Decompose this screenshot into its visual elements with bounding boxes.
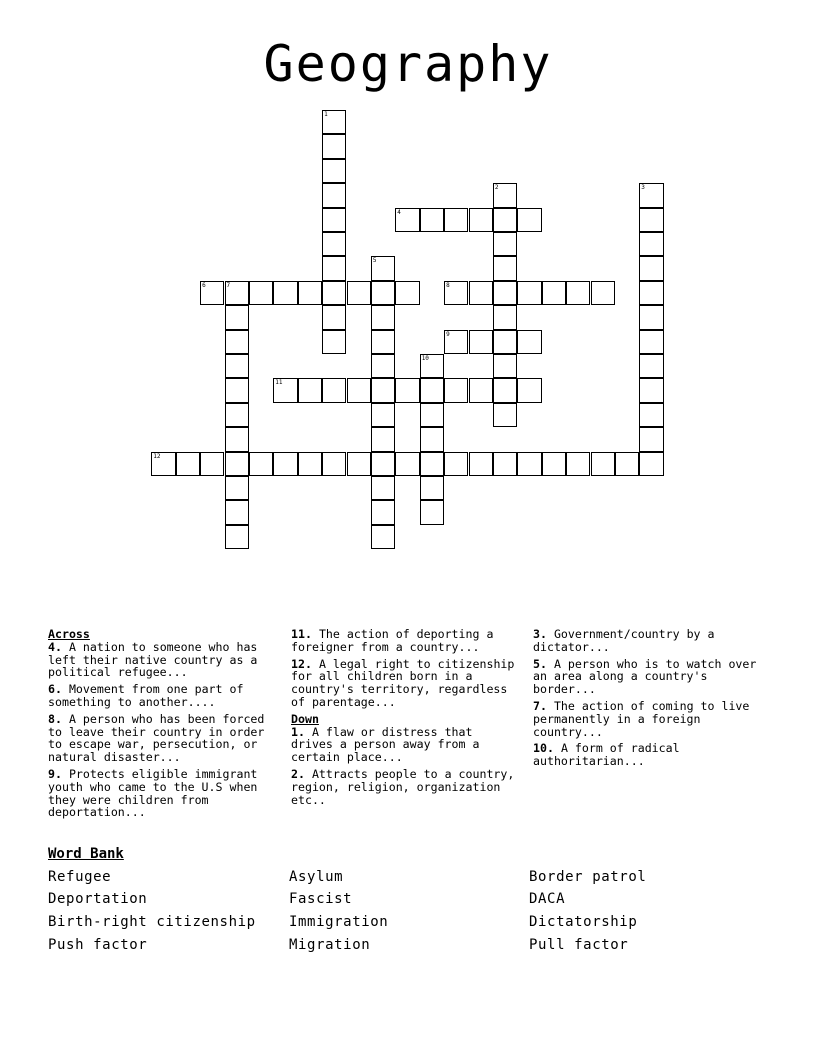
clue-number: 10	[421, 355, 429, 362]
crossword-cell[interactable]	[493, 208, 517, 232]
crossword-cell[interactable]	[322, 183, 346, 207]
crossword-cell[interactable]	[420, 208, 444, 232]
crossword-cell[interactable]	[322, 378, 346, 402]
crossword-cell[interactable]	[322, 305, 346, 329]
clue-across-8: 8. A person who has been forced to leave their country in order to escape war, persecution, or natural disaster...	[48, 711, 265, 765]
clue-across-11: 11. The action of deporting a foreigner from a country...	[291, 627, 494, 654]
crossword-cell[interactable]	[322, 232, 346, 256]
crossword-cell[interactable]	[225, 305, 249, 329]
clue-number: 9	[446, 330, 450, 338]
clues-column-3	[533, 628, 761, 772]
word-bank-item: Dictatorship	[529, 914, 638, 930]
word-bank-item: Migration	[289, 937, 371, 953]
crossword-cell[interactable]	[639, 232, 663, 256]
crossword-cell[interactable]	[371, 476, 395, 500]
crossword-cell[interactable]	[639, 305, 663, 329]
crossword-cell[interactable]	[469, 208, 493, 232]
crossword-cell[interactable]	[517, 452, 541, 476]
crossword-cell[interactable]	[395, 281, 419, 305]
word-bank-item: Immigration	[289, 914, 389, 930]
crossword-cell[interactable]	[493, 452, 517, 476]
crossword-cell[interactable]	[371, 427, 395, 451]
crossword-cell[interactable]	[517, 378, 541, 402]
crossword-cell[interactable]	[639, 427, 663, 451]
crossword-cell[interactable]	[444, 378, 468, 402]
crossword-cell[interactable]	[566, 452, 590, 476]
word-bank-item: Pull factor	[529, 937, 629, 953]
word-bank-item: DACA	[529, 891, 566, 907]
crossword-cell[interactable]	[469, 378, 493, 402]
crossword-cell[interactable]	[517, 281, 541, 305]
crossword-cell[interactable]	[493, 183, 517, 207]
crossword-cell[interactable]	[371, 452, 395, 476]
down-heading: Down	[291, 711, 319, 726]
word-bank-item: Asylum	[289, 869, 344, 885]
clue-across-12: 12. A legal right to citizenship for all children born in a country's territory, regardless of parentage...	[291, 656, 515, 709]
crossword-cell[interactable]	[639, 378, 663, 402]
clue-across-4: 4. A nation to someone who has left their native country as a political refugee...	[48, 639, 258, 680]
crossword-cell[interactable]	[273, 452, 297, 476]
crossword-cell[interactable]	[420, 378, 444, 402]
crossword-cell[interactable]	[420, 354, 444, 378]
crossword-cell[interactable]	[493, 378, 517, 402]
clue-number: 7	[226, 281, 231, 289]
word-bank-item: Birth-right citizenship	[48, 914, 256, 930]
crossword-cell[interactable]	[249, 281, 273, 305]
word-bank-item: Refugee	[48, 869, 112, 885]
clue-down-2: 2. Attracts people to a country, region, religion, organization etc..	[291, 766, 515, 807]
crossword-cell[interactable]	[493, 354, 517, 378]
clue-number: 12	[153, 452, 161, 460]
crossword-cell[interactable]	[371, 256, 395, 280]
crossword-cell[interactable]	[493, 403, 517, 427]
crossword-cell[interactable]	[639, 281, 663, 305]
crossword-cell[interactable]	[395, 208, 419, 232]
crossword-cell[interactable]	[225, 500, 249, 524]
clue-down-3: 3. Government/country by a dictator...	[533, 627, 715, 654]
crossword-cell[interactable]	[639, 330, 663, 354]
crossword-cell[interactable]	[322, 330, 346, 354]
clue-number: 5	[372, 257, 377, 265]
clue-number: 4	[397, 208, 401, 216]
crossword-cell[interactable]	[395, 452, 419, 476]
crossword-cell[interactable]	[371, 500, 395, 524]
crossword-cell[interactable]	[566, 281, 590, 305]
clue-number: 11	[275, 379, 283, 387]
crossword-cell[interactable]	[225, 403, 249, 427]
crossword-cell[interactable]	[322, 134, 346, 158]
crossword-cell[interactable]	[493, 256, 517, 280]
crossword-cell[interactable]	[591, 452, 615, 476]
crossword-cell[interactable]	[444, 281, 468, 305]
crossword-cell[interactable]	[542, 281, 566, 305]
crossword-cell[interactable]	[225, 378, 249, 402]
crossword-cell[interactable]	[615, 452, 639, 476]
crossword-cell[interactable]	[200, 281, 224, 305]
crossword-cell[interactable]	[371, 378, 395, 402]
clue-down-7: 7. The action of coming to live permanently in a foreign country...	[533, 698, 750, 739]
crossword-cell[interactable]	[371, 281, 395, 305]
crossword-cell[interactable]	[225, 354, 249, 378]
crossword-cell[interactable]	[639, 403, 663, 427]
crossword-cell[interactable]	[322, 256, 346, 280]
clue-down-5: 5. A person who is to watch over an area along a country's border...	[533, 656, 757, 697]
word-bank-item: Deportation	[48, 891, 148, 907]
crossword-cell[interactable]	[273, 281, 297, 305]
clue-across-6: 6. Movement from one part of something to another....	[48, 682, 244, 709]
crossword-cell[interactable]	[591, 281, 615, 305]
crossword-cell[interactable]	[444, 208, 468, 232]
clue-number: 2	[494, 184, 499, 192]
crossword-cell[interactable]	[469, 281, 493, 305]
clue-across-9: 9. Protects eligible immigrant youth who came to the U.S when they were children from deportation...	[48, 766, 258, 820]
crossword-cell[interactable]	[225, 452, 249, 476]
crossword-cell[interactable]	[639, 183, 663, 207]
word-bank-item: Fascist	[289, 891, 353, 907]
crossword-cell[interactable]	[371, 354, 395, 378]
crossword-cell[interactable]	[347, 452, 371, 476]
crossword-cell[interactable]	[420, 452, 444, 476]
clue-number: 1	[324, 111, 328, 118]
crossword-cell[interactable]	[639, 452, 663, 476]
crossword-cell[interactable]	[322, 110, 346, 134]
crossword-cell[interactable]	[639, 354, 663, 378]
word-bank-item: Border patrol	[529, 869, 647, 885]
clues-column-1	[48, 628, 276, 823]
crossword-cell[interactable]	[298, 281, 322, 305]
crossword-cell[interactable]	[493, 330, 517, 354]
clues-column-2	[291, 628, 519, 810]
crossword-cell[interactable]	[469, 452, 493, 476]
crossword-cell[interactable]	[517, 208, 541, 232]
crossword-cell[interactable]	[298, 378, 322, 402]
crossword-cell[interactable]	[420, 427, 444, 451]
crossword-cell[interactable]	[298, 452, 322, 476]
crossword-cell[interactable]	[420, 476, 444, 500]
crossword-cell[interactable]	[347, 378, 371, 402]
crossword-cell[interactable]	[273, 378, 297, 402]
crossword-cell[interactable]	[176, 452, 200, 476]
crossword-cell[interactable]	[151, 452, 175, 476]
crossword-cell[interactable]	[200, 452, 224, 476]
crossword-cell[interactable]	[469, 330, 493, 354]
word-bank-item: Push factor	[48, 937, 148, 953]
crossword-cell[interactable]	[322, 452, 346, 476]
crossword-cell[interactable]	[517, 330, 541, 354]
crossword-cell[interactable]	[420, 403, 444, 427]
clue-down-10: 10. A form of radical authoritarian...	[533, 741, 680, 769]
crossword-cell[interactable]	[225, 330, 249, 354]
crossword-cell[interactable]	[322, 281, 346, 305]
clue-number: 6	[202, 281, 206, 289]
crossword-cell[interactable]	[371, 330, 395, 354]
crossword-cell[interactable]	[371, 403, 395, 427]
crossword-cell[interactable]	[225, 476, 249, 500]
crossword-cell[interactable]	[225, 281, 249, 305]
across-heading: Across	[48, 627, 90, 641]
crossword-cell[interactable]	[420, 500, 444, 524]
clue-number: 8	[446, 281, 450, 289]
crossword-cell[interactable]	[542, 452, 566, 476]
crossword-cell[interactable]	[249, 452, 273, 476]
crossword-cell[interactable]	[639, 208, 663, 232]
crossword-cell[interactable]	[639, 256, 663, 280]
crossword-cell[interactable]	[493, 305, 517, 329]
clue-number: 3	[641, 184, 645, 192]
crossword-cell[interactable]	[371, 525, 395, 549]
crossword-cell[interactable]	[493, 232, 517, 256]
crossword-cell[interactable]	[225, 525, 249, 549]
crossword-cell[interactable]	[322, 159, 346, 183]
crossword-cell[interactable]	[444, 452, 468, 476]
crossword-cell[interactable]	[395, 378, 419, 402]
page-title: Geography	[263, 35, 553, 93]
crossword-cell[interactable]	[371, 305, 395, 329]
crossword-cell[interactable]	[493, 281, 517, 305]
crossword-cell[interactable]	[347, 281, 371, 305]
word-bank-title: Word Bank	[48, 846, 124, 862]
crossword-cell[interactable]	[322, 208, 346, 232]
clue-down-1: 1. A flaw or distress that drives a person away from a certain place...	[291, 724, 480, 765]
crossword-cell[interactable]	[444, 330, 468, 354]
crossword-cell[interactable]	[225, 427, 249, 451]
